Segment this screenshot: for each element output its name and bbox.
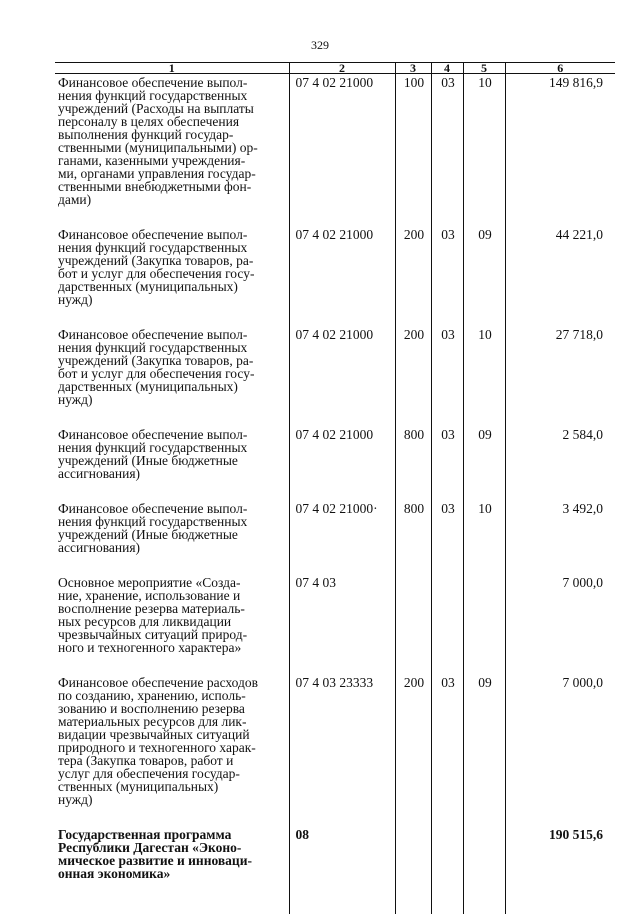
budget-table: [55, 62, 615, 914]
row-section: 03: [431, 674, 463, 806]
row-expense-type: 800: [395, 500, 431, 554]
row-description: Финансовое обеспечение выпол- нения функций государственных учреждений (Закупка товаров, ра- бот и услуг для обеспечения госу- дарственных (муниципальных) нужд): [58, 227, 255, 307]
row-description: Финансовое обеспечение расходов по созданию, хранению, исполь- зованию и восполнению резерва материальных ресурсов для лик- видации чрезвычайных ситуаций природного и техногенного харак- тера (Закупка товаров, работ и услуг для обеспечения государ- ственных (муниципальных) нужд): [58, 675, 259, 807]
row-subsection: [463, 826, 505, 914]
row-code: 07 4 02 21000: [289, 326, 395, 406]
table-row: [55, 574, 615, 654]
row-subsection: 09: [463, 226, 505, 306]
row-code: 07 4 02 21000: [289, 426, 395, 480]
column-header-3: 3: [395, 63, 431, 74]
row-section: 03: [431, 500, 463, 554]
row-expense-type: 200: [395, 326, 431, 406]
table-row-program-total: [55, 826, 615, 914]
row-section: [431, 574, 463, 654]
row-amount: 27 718,0: [505, 326, 615, 406]
row-amount: 3 492,0: [505, 500, 615, 554]
row-expense-type: 100: [395, 74, 431, 207]
table-row: [55, 500, 615, 554]
row-subsection: [463, 574, 505, 654]
row-amount: 149 816,9: [505, 74, 615, 207]
row-section: 03: [431, 226, 463, 306]
row-code: 08: [289, 826, 395, 914]
row-description: Государственная программа Республики Дагестан «Эконо- мическое развитие и инноваци- онная экономика»: [58, 827, 252, 881]
row-section: [431, 826, 463, 914]
row-code: 07 4 03 23333: [289, 674, 395, 806]
row-description: Финансовое обеспечение выпол- нения функций государственных учреждений (Иные бюджетные ассигнования): [58, 427, 248, 481]
column-header-5: 5: [463, 63, 505, 74]
row-amount: 7 000,0: [505, 574, 615, 654]
column-header-2: 2: [289, 63, 395, 74]
row-subsection: 09: [463, 674, 505, 806]
row-section: 03: [431, 326, 463, 406]
row-expense-type: 800: [395, 426, 431, 480]
table-row: [55, 674, 615, 806]
table-row: [55, 326, 615, 406]
row-code: 07 4 02 21000: [289, 74, 395, 207]
table-row: [55, 226, 615, 306]
row-code: 07 4 03: [289, 574, 395, 654]
row-amount: 7 000,0: [505, 674, 615, 806]
row-subsection: 09: [463, 426, 505, 480]
row-section: 03: [431, 426, 463, 480]
row-description: Финансовое обеспечение выпол- нения функций государственных учреждений (Расходы на выплаты персоналу в целях обеспечения выполнения функций государ- ственными (муниципальными) ор- ганами, казенными учреждения- ми, органами управления государ- ственными внебюджетными фон- дами): [58, 75, 258, 207]
row-expense-type: 200: [395, 674, 431, 806]
row-expense-type: [395, 574, 431, 654]
row-subsection: 10: [463, 74, 505, 207]
table-row: [55, 74, 615, 207]
row-expense-type: 200: [395, 226, 431, 306]
row-subsection: 10: [463, 500, 505, 554]
row-code: 07 4 02 21000: [289, 226, 395, 306]
table-row: [55, 426, 615, 480]
row-description: Финансовое обеспечение выпол- нения функций государственных учреждений (Закупка товаров, ра- бот и услуг для обеспечения госу- дарственных (муниципальных) нужд): [58, 327, 255, 407]
row-subsection: 10: [463, 326, 505, 406]
table-header-row: [55, 63, 615, 74]
row-description: Финансовое обеспечение выпол- нения функций государственных учреждений (Иные бюджетные ассигнования): [58, 501, 248, 555]
column-header-4: 4: [431, 63, 463, 74]
row-amount: 2 584,0: [505, 426, 615, 480]
row-amount: 190 515,6: [505, 826, 615, 914]
row-code: 07 4 02 21000·: [289, 500, 395, 554]
row-amount: 44 221,0: [505, 226, 615, 306]
column-header-6: 6: [505, 63, 615, 74]
row-expense-type: [395, 826, 431, 914]
page-number: 329: [311, 38, 329, 52]
row-description: Основное мероприятие «Созда- ние, хранение, использование и восполнение резерва материаль- ных ресурсов для ликвидации чрезвычайных ситуаций природ- ного и техногенного характера»: [58, 575, 248, 655]
row-section: 03: [431, 74, 463, 207]
column-header-1: 1: [55, 63, 289, 74]
